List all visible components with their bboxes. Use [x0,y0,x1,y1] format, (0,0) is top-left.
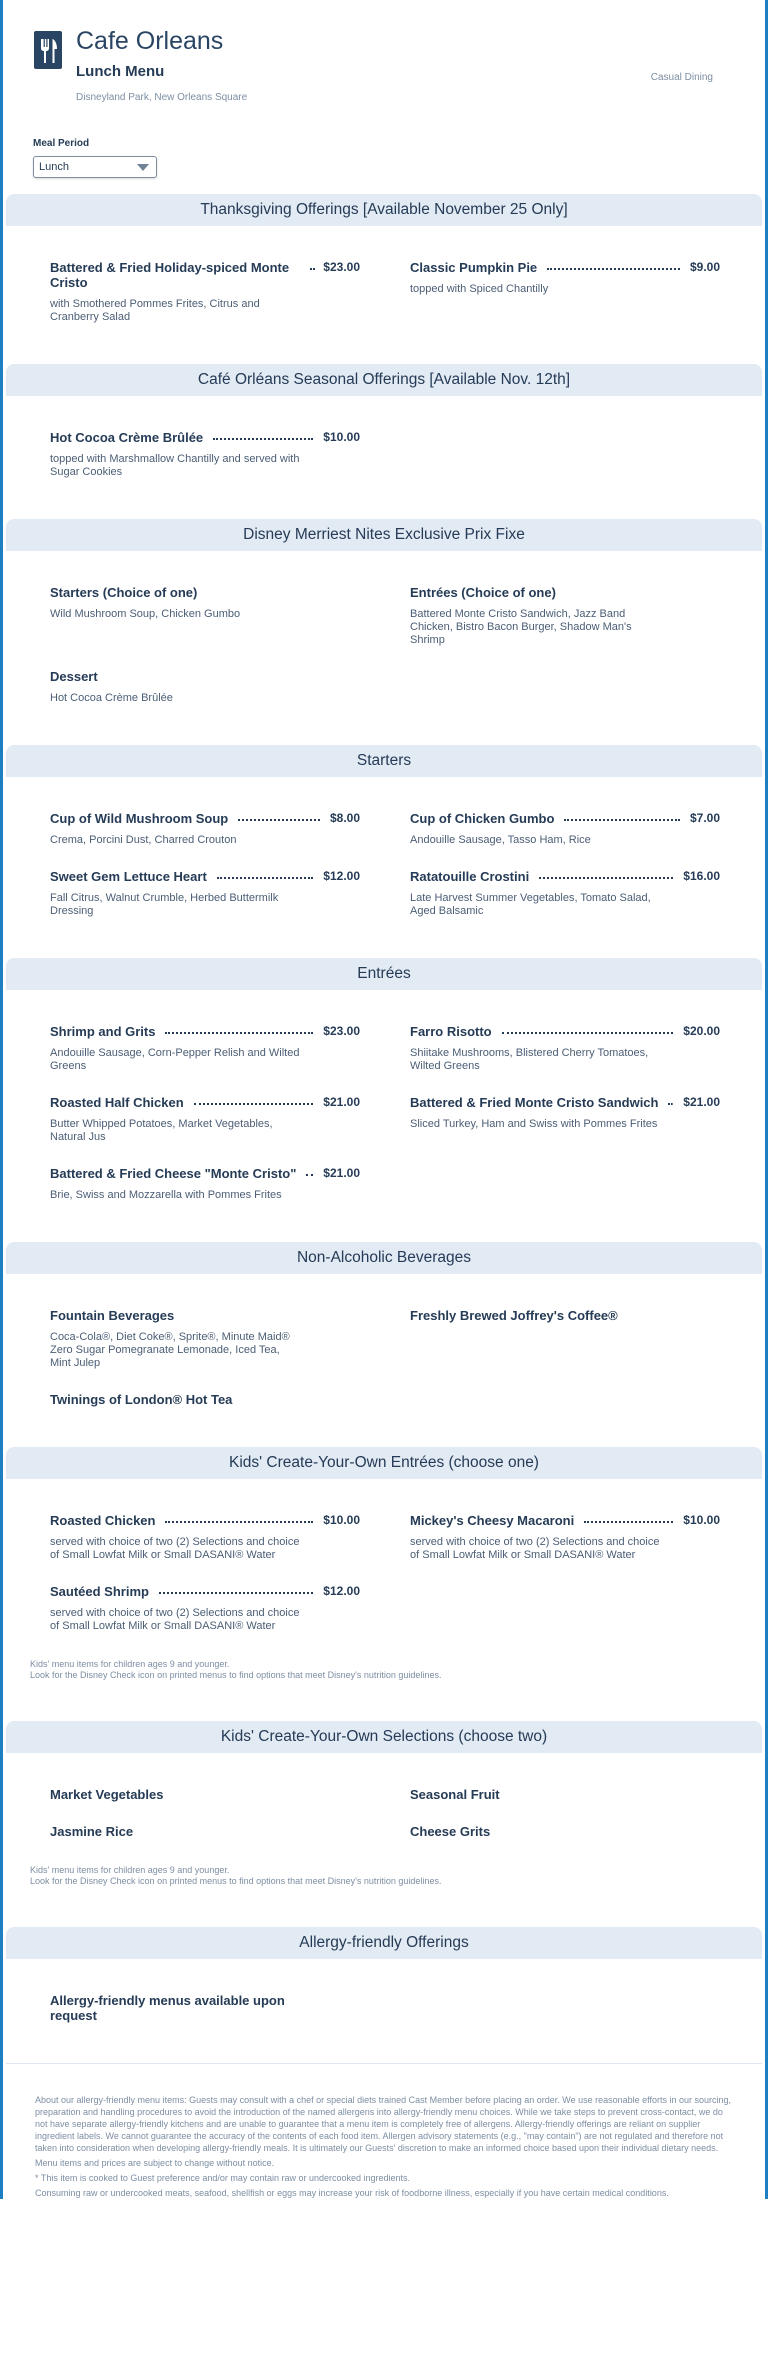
dining-type: Casual Dining [650,72,713,83]
menu-item-price: $21.00 [323,1095,360,1109]
meal-period-filter [3,138,765,194]
menu-item-title-row [410,1095,720,1110]
menu-item-title-row [50,585,360,600]
menu-item-title-row [50,1824,360,1839]
dotted-leader [310,260,313,270]
menu-item-description: Brie, Swiss and Mozzarella with Pommes Frites [50,1189,282,1201]
menu-item-list [3,777,765,918]
menu-item-name: Freshly Brewed Joffrey's Coffee® [410,1308,618,1323]
menu-item-description: Crema, Porcini Dust, Charred Crouton [50,834,237,846]
menu-item-name: Battered & Fried Monte Cristo Sandwich [410,1095,659,1110]
menu-item-description: Shiitake Mushrooms, Blistered Cherry Tomatoes, Wilted Greens [410,1047,649,1072]
menu-item-title-row [50,1584,360,1599]
menu-section [3,364,765,519]
menu-item [410,1095,720,1144]
menu-item [50,1993,360,2023]
section-spacer [3,2023,765,2063]
section-spacer [3,1407,765,1447]
menu-item-price: $10.00 [683,1513,720,1527]
section-title: Kids' Create-Your-Own Entrées (choose one) [6,1447,762,1479]
dotted-leader [165,1024,313,1034]
menu-item-title-row [50,811,360,826]
menu-item-title-row [50,430,360,445]
menu-item [50,869,360,918]
menu-item-title-row [410,811,720,826]
menu-item-name: Classic Pumpkin Pie [410,260,538,275]
menu-item-name: Sweet Gem Lettuce Heart [50,869,207,884]
menu-section [3,1721,765,1927]
section-title: Kids' Create-Your-Own Selections (choose two) [6,1721,762,1753]
dotted-leader [165,1513,313,1523]
menu-item [50,585,360,647]
menu-item-description: topped with Marshmallow Chantilly and served with Sugar Cookies [50,453,300,478]
menu-item-name: Roasted Half Chicken [50,1095,184,1110]
menu-item-title-row [50,1513,360,1528]
restaurant-location: Disneyland Park, New Orleans Square [76,92,248,103]
section-spacer [3,324,765,364]
menu-section [3,1447,765,1721]
menu-item-name: Farro Risotto [410,1024,492,1039]
menu-section [3,958,765,1242]
disclaimer-paragraph: Menu items and prices are subject to change without notice. [35,2158,275,2168]
menu-item-description: Hot Cocoa Crème Brûlée [50,692,173,704]
menu-item-title-row [50,1024,360,1039]
menu-item [50,1308,360,1370]
dotted-leader [213,430,313,440]
menu-item-price: $21.00 [323,1166,360,1180]
menu-sections [3,194,765,2063]
meal-period-select[interactable] [33,156,157,178]
menu-item-description: Late Harvest Summer Vegetables, Tomato Salad, Aged Balsamic [410,892,651,917]
menu-item-price: $7.00 [689,811,720,825]
dotted-leader [668,1095,673,1105]
dotted-leader [547,260,680,270]
menu-item [410,1308,720,1370]
kids-menu-note-line: Kids' menu items for children ages 9 and younger. [30,1865,230,1875]
menu-item-description: with Smothered Pommes Frites, Citrus and Cranberry Salad [50,298,260,323]
menu-item [410,585,720,647]
menu-item [50,811,360,847]
menu-item-description: Butter Whipped Potatoes, Market Vegetables, Natural Jus [50,1118,273,1143]
menu-section [3,1927,765,2063]
page-header [3,0,765,138]
menu-item-price: $23.00 [323,260,360,274]
menu-item-description: Coca-Cola®, Diet Coke®, Sprite®, Minute Maid® Zero Sugar Pomegranate Lemonade, Iced Tea, Mint Julep [50,1331,290,1369]
menu-section [3,519,765,745]
kids-menu-note-line: Kids' menu items for children ages 9 and younger. [30,1659,230,1669]
dotted-leader [584,1513,673,1523]
dotted-leader [238,811,320,821]
menu-item-name: Dessert [50,669,98,684]
menu-item-title-row [50,1308,360,1323]
menu-item-price: $10.00 [323,1513,360,1527]
meal-period-selected-value: Lunch [39,161,69,173]
section-title: Entrées [6,958,762,990]
section-spacer [3,1202,765,1242]
menu-item [50,1584,360,1633]
menu-item [50,1166,360,1202]
menu-section [3,1242,765,1447]
menu-item-list [3,1274,765,1407]
menu-item-description: served with choice of two (2) Selections and choice of Small Lowfat Milk or Small DASANI® Water [50,1536,300,1561]
menu-item [410,1024,720,1073]
disclaimer-paragraph: About our allergy-friendly menu items: Guests may consult with a chef or special diets trained Cast Member before placing an order. We use reasonable efforts in our sourcing, preparation and handling procedures to avoid the introduction of the named allergens into allergy-friendly menu choices. While we take steps to prevent cross-contact, we do not have separate allergy-friendly kitchens and are unable to guarantee that a menu item is completely free of allergens. Allergy-friendly offerings are reliant on supplier ingredient labels. We cannot guarantee the accuracy of the contents of each food item. Allergen advisory statements (e.g., "may contain") are not regulated and therefore not taken into consideration when developing allergy-friendly meals. It is ultimately our Guests' discretion to make an informed choice based upon their individual dietary needs. [35,2095,732,2153]
menu-item-name: Allergy-friendly menus available upon request [50,1993,285,2023]
menu-item-description: Fall Citrus, Walnut Crumble, Herbed Buttermilk Dressing [50,892,279,917]
menu-item-list [3,551,765,705]
menu-item-title-row [410,1824,720,1839]
menu-item-description: Wild Mushroom Soup, Chicken Gumbo [50,608,241,620]
menu-item-name: Battered & Fried Cheese "Monte Cristo" [50,1166,297,1181]
disclaimer-paragraph: * This item is cooked to Guest preference and/or may contain raw or undercooked ingredients. [35,2173,411,2183]
menu-item-name: Shrimp and Grits [50,1024,156,1039]
menu-item [410,869,720,918]
menu-item-price: $20.00 [683,1024,720,1038]
chevron-down-icon [137,164,149,171]
menu-item-description: topped with Spiced Chantilly [410,283,549,295]
dotted-leader [194,1095,314,1105]
menu-item-name: Mickey's Cheesy Macaroni [410,1513,575,1528]
menu-item-name: Cup of Chicken Gumbo [410,811,555,826]
menu-item-price: $8.00 [329,811,360,825]
section-title: Starters [6,745,762,777]
menu-name: Lunch Menu [76,63,165,80]
menu-item-name: Ratatouille Crostini [410,869,530,884]
menu-item-description: Andouille Sausage, Tasso Ham, Rice [410,834,591,846]
menu-item-price: $9.00 [689,260,720,274]
allergy-disclaimer [3,2064,765,2199]
menu-item-price: $10.00 [323,430,360,444]
menu-item [50,1513,360,1562]
menu-item-title-row [50,1166,360,1181]
menu-item [410,811,720,847]
menu-section [3,194,765,364]
menu-item-name: Entrées (Choice of one) [410,585,556,600]
menu-item-price: $16.00 [683,869,720,883]
section-spacer [3,479,765,519]
menu-item-title-row [50,260,360,290]
menu-item [410,260,720,324]
menu-item-name: Market Vegetables [50,1787,164,1802]
menu-item-list [3,1959,765,2023]
section-spacer [3,1681,765,1721]
menu-item-name: Cup of Wild Mushroom Soup [50,811,229,826]
menu-item-name: Starters (Choice of one) [50,585,198,600]
menu-item [410,1824,720,1839]
section-title: Allergy-friendly Offerings [6,1927,762,1959]
menu-item-title-row [410,585,720,600]
kids-menu-note [3,1659,765,1681]
dotted-leader [159,1584,313,1594]
menu-item-list [3,396,765,479]
menu-item-title-row [410,1787,720,1802]
menu-item-name: Twinings of London® Hot Tea [50,1392,233,1407]
menu-item [50,1392,360,1407]
menu-item [50,430,360,479]
dotted-leader [564,811,680,821]
menu-item-name: Hot Cocoa Crème Brûlée [50,430,204,445]
menu-item-name: Seasonal Fruit [410,1787,500,1802]
section-title: Café Orléans Seasonal Offerings [Available Nov. 12th] [6,364,762,396]
dotted-leader [306,1166,313,1176]
menu-item-list [3,1753,765,1839]
menu-item-price: $12.00 [323,869,360,883]
menu-item-description: served with choice of two (2) Selections and choice of Small Lowfat Milk or Small DASANI® Water [410,1536,660,1561]
dotted-leader [217,869,314,879]
menu-item-description: served with choice of two (2) Selections and choice of Small Lowfat Milk or Small DASANI® Water [50,1607,300,1632]
section-title: Thanksgiving Offerings [Available November 25 Only] [6,194,762,226]
kids-menu-note [3,1865,765,1887]
restaurant-name: Cafe Orleans [76,27,224,55]
section-spacer [3,918,765,958]
dotted-leader [502,1024,674,1034]
section-spacer [3,705,765,745]
fork-knife-icon [33,30,63,70]
menu-item [50,1787,360,1802]
menu-item-title-row [410,1513,720,1528]
menu-item-title-row [410,1024,720,1039]
section-spacer [3,1887,765,1927]
menu-item-list [3,1479,765,1633]
menu-item [50,669,360,705]
section-title: Disney Merriest Nites Exclusive Prix Fixe [6,519,762,551]
menu-item-title-row [410,1308,720,1323]
menu-item [50,1095,360,1144]
menu-item-name: Jasmine Rice [50,1824,134,1839]
kids-menu-note-line: Look for the Disney Check icon on printed menus to find options that meet Disney's nutrition guidelines. [30,1876,442,1886]
menu-item-title-row [410,260,720,275]
menu-item [410,1513,720,1562]
dotted-leader [539,869,673,879]
menu-item-list [3,990,765,1202]
menu-item-title-row [50,869,360,884]
disclaimer-paragraph: Consuming raw or undercooked meats, seafood, shellfish or eggs may increase your risk of foodborne illness, especially if you have certain medical conditions. [35,2188,669,2198]
section-title: Non-Alcoholic Beverages [6,1242,762,1274]
menu-item-title-row [50,1787,360,1802]
menu-item-title-row [50,1392,360,1407]
menu-item-title-row [50,1095,360,1110]
menu-item-list [3,226,765,324]
menu-item-description: Sliced Turkey, Ham and Swiss with Pommes Frites [410,1118,658,1130]
menu-item-price: $12.00 [323,1584,360,1598]
menu-item-name: Roasted Chicken [50,1513,156,1528]
menu-item-name: Battered & Fried Holiday-spiced Monte Cristo [50,260,290,290]
kids-menu-note-line: Look for the Disney Check icon on printed menus to find options that meet Disney's nutrition guidelines. [30,1670,442,1680]
menu-item [410,1787,720,1802]
menu-item-price: $23.00 [323,1024,360,1038]
menu-item [50,1024,360,1073]
menu-item [50,1824,360,1839]
meal-period-label: Meal Period [33,138,90,149]
menu-item-price: $21.00 [683,1095,720,1109]
menu-item-description: Battered Monte Cristo Sandwich, Jazz Band Chicken, Bistro Bacon Burger, Shadow Man's Shrimp [410,608,632,646]
menu-item-title-row [50,669,360,684]
menu-item-title-row [410,869,720,884]
menu-item-name: Fountain Beverages [50,1308,175,1323]
menu-item-title-row [50,1993,360,2023]
menu-item-name: Sautéed Shrimp [50,1584,149,1599]
menu-section [3,745,765,958]
menu-item-description: Andouille Sausage, Corn-Pepper Relish and Wilted Greens [50,1047,300,1072]
menu-page [3,0,765,2199]
menu-item [50,260,360,324]
menu-item-name: Cheese Grits [410,1824,491,1839]
